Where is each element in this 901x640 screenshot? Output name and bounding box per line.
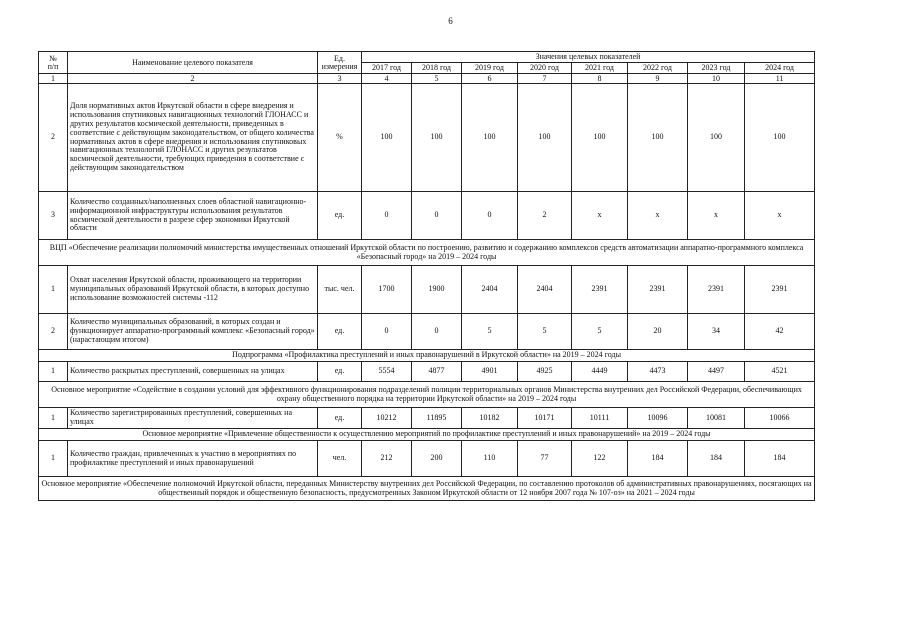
header-year: 2018 год <box>412 63 462 74</box>
value-cell: 4473 <box>628 362 688 382</box>
header-year: 2019 год <box>462 63 518 74</box>
row-number: 2 <box>39 84 68 192</box>
value-cell: 10066 <box>745 408 815 429</box>
value-cell: 5554 <box>362 362 412 382</box>
value-cell: 2391 <box>688 266 745 314</box>
unit-cell: % <box>318 84 362 192</box>
section-title: Основное мероприятие «Содействие в создании условий для эффективного функционирования подразделений полиции территориальных органов Министерства внутренних дел Российской Федерации, обеспечивающих охрану общественного порядка на территории Иркутской области» на 2019 – 2024 годы <box>39 382 815 408</box>
value-cell: 77 <box>518 441 572 477</box>
value-cell: 20 <box>628 314 688 350</box>
value-cell: 0 <box>362 314 412 350</box>
value-cell: 4877 <box>412 362 462 382</box>
indicator-name: Доля нормативных актов Иркутской области в сфере внедрения и использования спутниковых навигационных технологий ГЛОНАСС и других результатов космической деятельности, приведенных в соответствие с действующим законодательством, от общего количества нормативных актов в сфере внедрения и использования спутниковых навигационных технологий ГЛОНАСС и других результатов космической деятельности, требующих приведения в соответствие с действующим законодательством <box>68 84 318 192</box>
section-title: Подпрограмма «Профилактика преступлений и иных правонарушений в Иркутской области» на 2019 – 2024 годы <box>39 350 815 362</box>
value-cell: 212 <box>362 441 412 477</box>
value-cell: 5 <box>518 314 572 350</box>
value-cell: 0 <box>362 192 412 240</box>
value-cell: 34 <box>688 314 745 350</box>
value-cell: 2391 <box>745 266 815 314</box>
header-row-top <box>39 52 815 63</box>
indicator-row <box>39 362 815 382</box>
value-cell: 100 <box>362 84 412 192</box>
header-year: 2024 год <box>745 63 815 74</box>
value-cell: 42 <box>745 314 815 350</box>
unit-cell: ед. <box>318 362 362 382</box>
unit-cell: ед. <box>318 314 362 350</box>
value-cell: 2404 <box>518 266 572 314</box>
column-index: 1 <box>39 74 68 84</box>
indicator-row <box>39 314 815 350</box>
value-cell: 4521 <box>745 362 815 382</box>
indicator-row <box>39 266 815 314</box>
value-cell: 100 <box>628 84 688 192</box>
value-cell: 100 <box>745 84 815 192</box>
value-cell: 10111 <box>572 408 628 429</box>
value-cell: 1900 <box>412 266 462 314</box>
column-index: 9 <box>628 74 688 84</box>
section-title: Основное мероприятие «Привлечение общественности к осуществлению мероприятий по профилактике преступлений и иных правонарушений» на 2019 – 2024 годы <box>39 429 815 441</box>
header-unit: Ед. измерения <box>318 52 362 74</box>
value-cell: 184 <box>628 441 688 477</box>
value-cell: 0 <box>412 314 462 350</box>
section-row <box>39 477 815 501</box>
indicator-name: Количество муниципальных образований, в которых создан и функционирует аппаратно-программный комплекс «Безопасный город» (нарастающим итогом) <box>68 314 318 350</box>
value-cell: 100 <box>462 84 518 192</box>
unit-cell: чел. <box>318 441 362 477</box>
value-cell: 5 <box>462 314 518 350</box>
value-cell: 100 <box>688 84 745 192</box>
value-cell: x <box>628 192 688 240</box>
value-cell: 10171 <box>518 408 572 429</box>
unit-cell: ед. <box>318 192 362 240</box>
indicator-row <box>39 441 815 477</box>
header-index-row <box>39 74 815 84</box>
value-cell: x <box>688 192 745 240</box>
header-year: 2017 год <box>362 63 412 74</box>
value-cell: 11895 <box>412 408 462 429</box>
value-cell: 4449 <box>572 362 628 382</box>
section-row <box>39 429 815 441</box>
page-number: 6 <box>448 16 453 26</box>
header-num: № п/п <box>39 52 68 74</box>
value-cell: 122 <box>572 441 628 477</box>
header-year: 2023 год <box>688 63 745 74</box>
column-index: 5 <box>412 74 462 84</box>
value-cell: 100 <box>412 84 462 192</box>
column-index: 6 <box>462 74 518 84</box>
value-cell: 5 <box>572 314 628 350</box>
indicator-name: Количество раскрытых преступлений, совершенных на улицах <box>68 362 318 382</box>
indicator-name: Количество зарегистрированных преступлений, совершенных на улицах <box>68 408 318 429</box>
column-index: 2 <box>68 74 318 84</box>
section-row <box>39 350 815 362</box>
value-cell: 10212 <box>362 408 412 429</box>
indicator-row <box>39 408 815 429</box>
column-index: 7 <box>518 74 572 84</box>
column-index: 3 <box>318 74 362 84</box>
column-index: 4 <box>362 74 412 84</box>
row-number: 2 <box>39 314 68 350</box>
indicator-row <box>39 84 815 192</box>
value-cell: 184 <box>688 441 745 477</box>
row-number: 3 <box>39 192 68 240</box>
value-cell: 110 <box>462 441 518 477</box>
header-year: 2022 год <box>628 63 688 74</box>
row-number: 1 <box>39 266 68 314</box>
column-index: 11 <box>745 74 815 84</box>
indicator-row <box>39 192 815 240</box>
value-cell: 4497 <box>688 362 745 382</box>
section-title: ВЦП «Обеспечение реализации полномочий министерства имущественных отношений Иркутской области по построению, развитию и содержанию комплексов средств автоматизации аппаратно-программного комплекса «Безопасный город» на 2019 – 2024 годы <box>39 240 815 266</box>
indicator-name: Количество созданных/наполненных слоев областной навигационно-информационной инфраструктуры использования результатов космической деятельности в разрезе сфер экономики Иркутской области <box>68 192 318 240</box>
value-cell: 0 <box>462 192 518 240</box>
header-year: 2020 год <box>518 63 572 74</box>
unit-cell: тыс. чел. <box>318 266 362 314</box>
value-cell: 2404 <box>462 266 518 314</box>
section-title: Основное мероприятие «Обеспечение полномочий Иркутской области, переданных Министерству внутренних дел Российской Федерации, по составлению протоколов об административных правонарушениях, посягающих на общественный порядок и общественную безопасность, предусмотренных Законом Иркутской области от 12 ноября 2007 года № 107-оз» на 2021 – 2024 годы <box>39 477 815 501</box>
value-cell: 1700 <box>362 266 412 314</box>
value-cell: 10096 <box>628 408 688 429</box>
section-row <box>39 382 815 408</box>
row-number: 1 <box>39 441 68 477</box>
value-cell: 184 <box>745 441 815 477</box>
value-cell: x <box>572 192 628 240</box>
value-cell: 100 <box>518 84 572 192</box>
row-number: 1 <box>39 408 68 429</box>
value-cell: 4925 <box>518 362 572 382</box>
value-cell: 10081 <box>688 408 745 429</box>
header-year: 2021 год <box>572 63 628 74</box>
value-cell: 2391 <box>572 266 628 314</box>
indicator-name: Охват населения Иркутской области, проживающего на территории муниципальных образований Иркутской области, в которых доступно использование возможностей системы -112 <box>68 266 318 314</box>
unit-cell: ед. <box>318 408 362 429</box>
value-cell: 4901 <box>462 362 518 382</box>
value-cell: 0 <box>412 192 462 240</box>
row-number: 1 <box>39 362 68 382</box>
indicator-name: Количество граждан, привлеченных к участию в мероприятиях по профилактике преступлений и иных правонарушений <box>68 441 318 477</box>
value-cell: 2 <box>518 192 572 240</box>
value-cell: 100 <box>572 84 628 192</box>
value-cell: x <box>745 192 815 240</box>
target-indicators-table <box>38 51 815 501</box>
value-cell: 200 <box>412 441 462 477</box>
value-cell: 10182 <box>462 408 518 429</box>
section-row <box>39 240 815 266</box>
header-values-caption: Значения целевых показателей <box>362 52 815 63</box>
column-index: 8 <box>572 74 628 84</box>
value-cell: 2391 <box>628 266 688 314</box>
header-name: Наименование целевого показателя <box>68 52 318 74</box>
column-index: 10 <box>688 74 745 84</box>
